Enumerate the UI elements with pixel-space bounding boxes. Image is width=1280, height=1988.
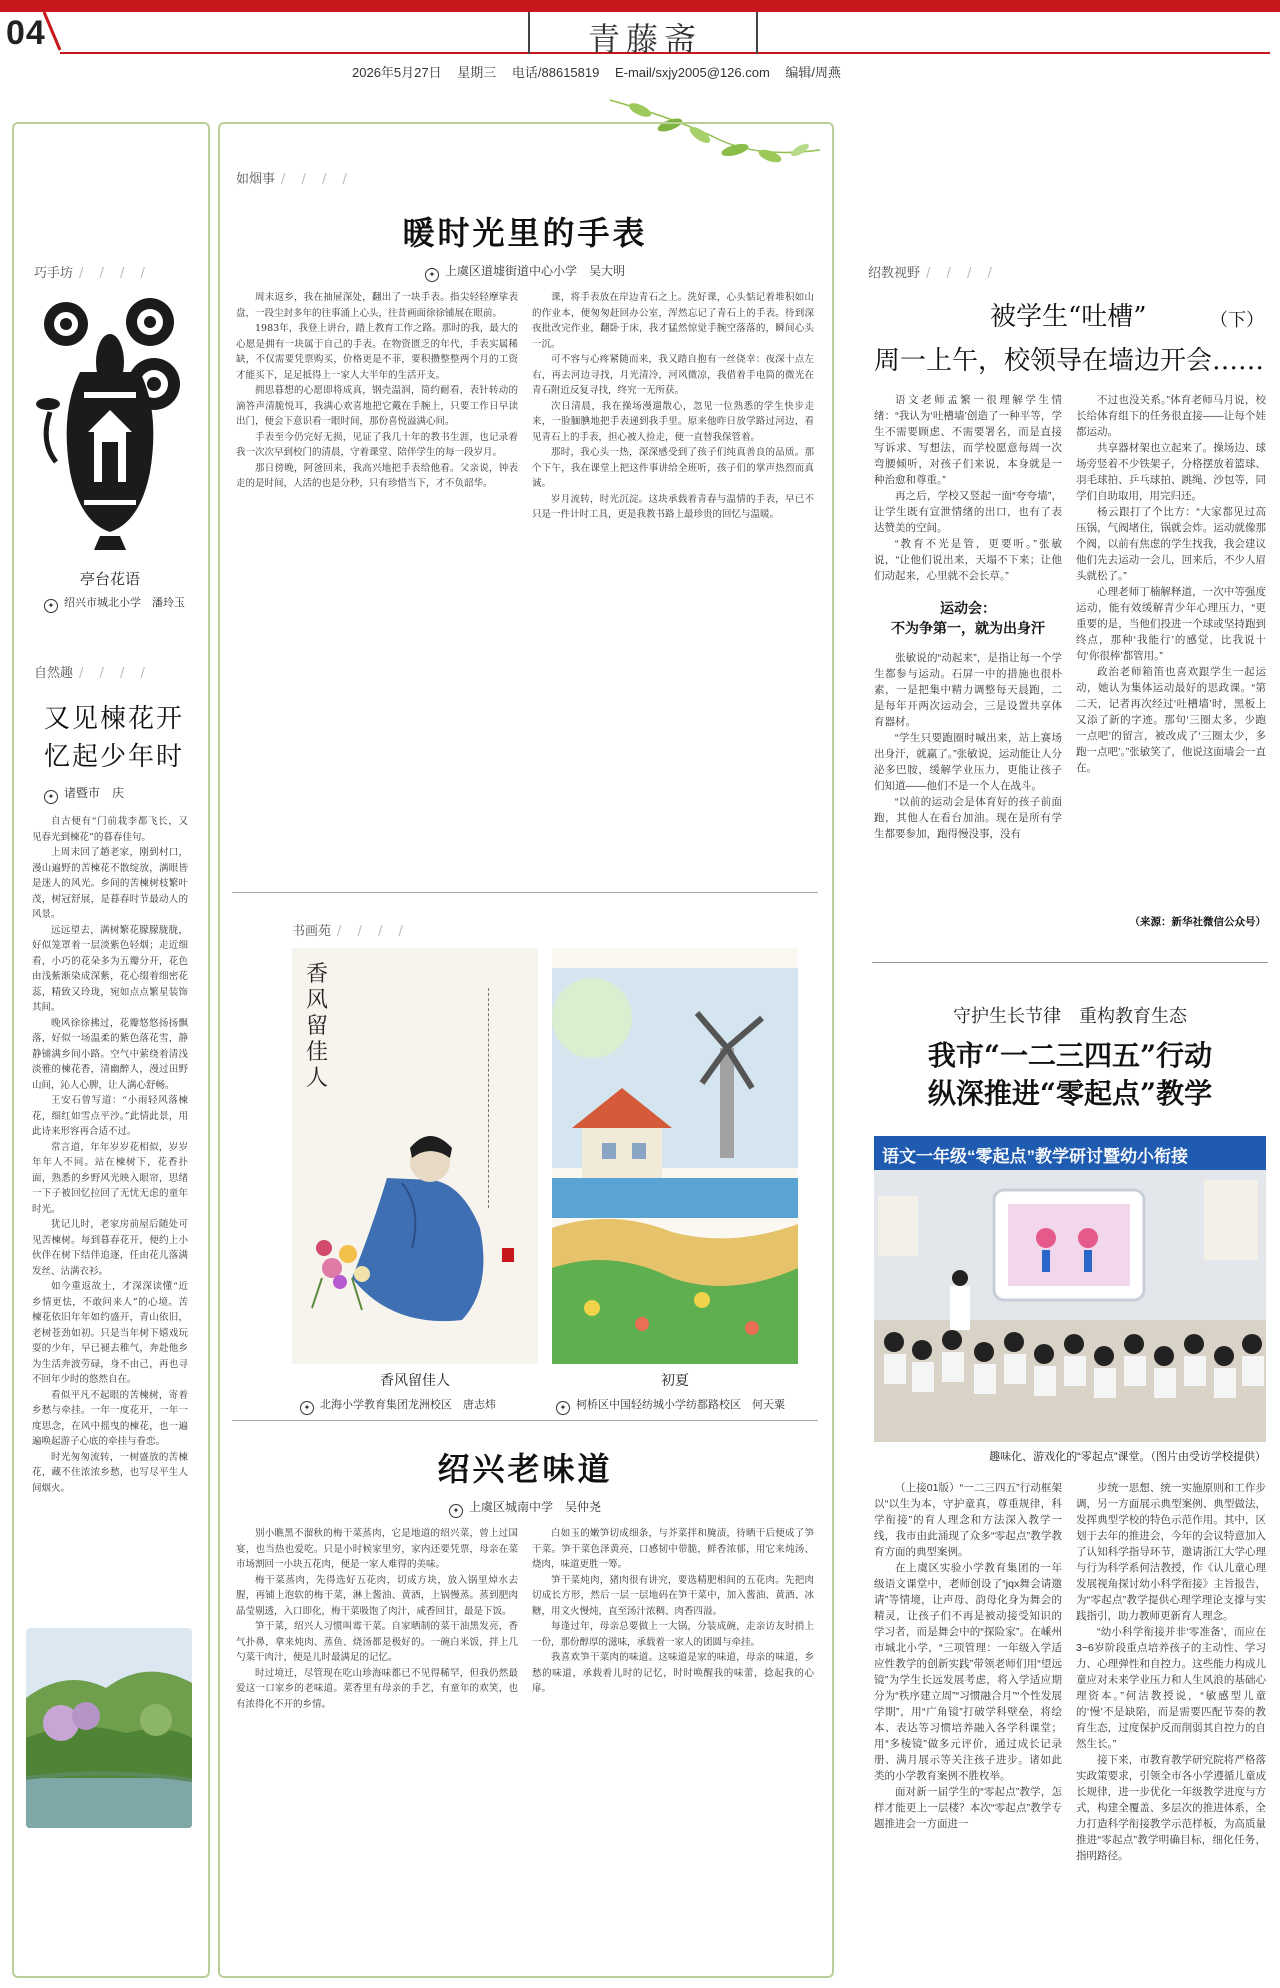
- article-body-watch-col1: 周末返乡，我在抽屉深处，翻出了一块手表。指尖轻轻摩挲表盘，一段尘封多年的往事涌上心头，往昔画面徐徐铺展在眼前。 1983年，我登上讲台，踏上教育工作之路。那时的我，最大的心愿是拥有一块属于自己的手表。在物资匮乏的年代，手表实属稀缺，不仅需要凭票购买，价格更是不菲，要积攒整整两个月的工资才能买下，足足抵得上一家人大半年的生活开支。 拥思暮想的心愿即将成真，钢壳温润，简约耐看，表针转动的滴答声清脆悦耳，我满心欢喜地把它戴在手腕上，只要工作日早读出门，便会下意识看一眼时间，那份喜悦溢满心间。 手表至今仍完好无损，见证了我几十年的教书生涯，也记录着我一次次早到校门的清晨，守着课堂、陪伴学生的每一段岁月。 那日傍晚，阿爸回来，我高兴地把手表给他看。父亲说，钟表走的是时间，人活的也是分秒，只有珍惜当下，才不负韶华。: [236, 292, 518, 489]
- article-byline-watch: ✦ 上虞区道墟街道中心小学 吴大明: [232, 262, 818, 282]
- article-body-watch-col2: 课，将手表放在岸边青石之上。洗好课，心头惦记着堆积如山的作业本，便匆匆赶回办公室，浑然忘记了青石上的手表。待到深夜批改完作业，翻卧于床，我才猛然惊觉手腕空落落的，瞬间心头一沉。 可不容与心疼紧随而来，我又踏自抱有一丝侥幸：夜深十点左右，再去河边寻找，月光清冷，河风微凉，我借着手电筒的微光在青石附近反复寻找，终究一无所获。 次日清晨，我在操场漫遛散心，忽见一位熟悉的学生快步走来，一脸腼腆地把手表递到我手里。原来他昨日放学路过河边，看见青石上的手表，担心被人捡走，便一直替我保管着。 那时，我心头一热，深深感受到了孩子们纯真善良的品质。那个下午，我在课堂上把这件事讲给全班听，孩子们的掌声热烈而真诚。 岁月流转，时光沉淀。这块承载着青春与温情的手表，早已不只是一件计时工具，更是我教书路上最珍贵的回忆与温暖。: [532, 292, 814, 520]
- issue-date: 2026年5月27日: [352, 65, 442, 80]
- right-article1-title-tag: （下）: [1210, 310, 1264, 331]
- article-body-shaoxing-col2: 白如玉的嫩笋切成细条，与芥菜拌和腌渍，待晒干后便成了笋干菜。笋干菜色泽黄亮，口感韧中带脆，鲜香浓郁，用它来炖汤、烧肉，味道更胜一筹。 笋干菜炖肉，猪肉很有讲究，要选精肥相间的五花肉。先把肉切成长方形，然后一层一层地码在笋干菜中，加入酱油、黄酒、冰糖，用文火慢炖，直至汤汁浓稠、肉香四溢。 每逢过年，母亲总要做上一大锅，分装成碗，走亲访友时捎上一份，那份醇厚的滋味，承载着一家人的团圆与牵挂。 我喜欢笋干菜肉的味道。这味道是家的味道，母亲的味道，乡愁的味道，承载着儿时的记忆，时时唤醒我的味蕾，捻起我的心扉。: [532, 1528, 814, 1694]
- painting-chuxia: [552, 948, 798, 1364]
- masthead-left-divider: [528, 12, 530, 54]
- painting2-byline: ✦ 柯桥区中国轻纺城小学纺都路校区 何天粟: [556, 1396, 785, 1415]
- credit-icon: ✦: [425, 268, 439, 282]
- credit-icon: ✦: [556, 1401, 570, 1415]
- right-article1-title-line1: 被学生“吐槽”: [990, 302, 1147, 332]
- photo-caption: 趣味化、游戏化的“零起点”课堂。（图片由受访学校提供）: [989, 1451, 1266, 1463]
- left-article-title-line2: 忆起少年时: [44, 742, 185, 772]
- left-article-title-line1: 又见楝花开: [44, 704, 185, 734]
- section-tag-shaojiaoshiye: 绍教视野 / / / /: [868, 266, 998, 281]
- right-article2-title-line2: 纵深推进“零起点”教学: [927, 1077, 1213, 1110]
- contact-phone: 电话/88615819: [511, 65, 600, 80]
- article-body-shaoxing-col1: 别小瞧黑不溜秋的梅干菜蒸肉，它是地道的绍兴菜，曾上过国宴，也当热也爱吃。只是小时候家里穷，家内还要凭票，母亲在菜市场割回一小块五花肉，便是一家人难得的美味。 梅干菜蒸肉，先得选好五花肉，切成方块，放入锅里焯水去腥，再铺上泡软的梅干菜，淋上酱油、黄酒，上锅慢蒸。蒸到肥肉晶莹剔透，入口即化，梅干菜吸饱了肉汁，咸香回甘，最是下饭。 笋干菜，绍兴人习惯叫霉干菜。自家晒制的菜干油黑发亮，香气扑鼻，拿来炖肉、蒸鱼、烧汤都是极好的。一碗白米饭，拌上几勺菜干肉汁，便是儿时最满足的记忆。 时过境迁，尽管现在吃山珍海味都已不见得稀罕，但我仍然最爱这一口家乡的老味道。菜香里有母亲的手艺，有童年的欢笑，也有浓得化不开的乡情。: [236, 1528, 518, 1710]
- right-article1-subhead: 运动会： 不为争第一，就为出身汗: [891, 600, 1045, 636]
- section-divider: [232, 892, 818, 893]
- editor-credit: 编辑/周燕: [785, 65, 842, 80]
- right-article1-body-col1-bottom: 张敏说的“动起来”，是指让每一个学生都参与运动。石屏一中的措施也很朴素，一是把集中精力调整每天晨跑，二是每年开两次运动会，三是设置共享体育器材。 “学生只要跑圈时喊出来，站上赛场出身汗，就赢了。”张敏说，运动能让人分泌多巴胺，缓解学业压力，更能让孩子们知道——他们不是一个人在战斗。 “以前的运动会是体育好的孩子前面跑，其他人在看台加油。现在是所有学生都要参加，跑得慢没事，没有: [874, 652, 1062, 840]
- right-article1-body-col2: 不过也没关系。”体育老师马月说，校长给体育组下的任务很直接——让每个娃都运动。 共享器材架也立起来了。操场边、球场旁竖着不少铁架子，分格摆放着篮球、羽毛球拍、乒乓球拍、跳绳、沙包等，同学们自助取用，用完归还。 杨云跟打了个比方：“大家都见过高压锅，气阀堵住，锅就会炸。运动就像那个阀，以前有焦虑的学生找我，我会建议他们先去运动一会儿，回来后，不少人眉头就松了。” 心理老师丁楠解释道，一次中等强度运动，能有效缓解青少年心理压力，“更重要的是，当他们投进一个球或坚持跑到终点，那种‘我能行’的感觉，比我说十句‘你很棒’都管用。” 政治老师箱笛也喜欢跟学生一起运动，她认为集体运动最好的思政课。“第二天，记者再次经过‘吐槽墙’时，黑板上又添了新的字迹。那句‘三圈太多，少跑一点吧’的留言，被改成了‘三圈太少，多跑一点吧’。”张敏笑了，他说这面墙会一直在。: [1076, 394, 1266, 774]
- papercut-byline: ✦ 绍兴市城北小学 潘玲玉: [44, 594, 185, 613]
- painting-inscription: 香风留佳人: [306, 962, 329, 1091]
- masthead-right-divider: [756, 12, 758, 54]
- issue-weekday: 星期三: [457, 65, 497, 80]
- photo-banner-text: 语文一年级“零起点”教学研讨暨幼小衔接: [882, 1147, 1188, 1166]
- right-article1-body-col1-top: 语文老师孟繁一很理解学生情绪：“我认为‘吐槽墙’创造了一种平等，学生不需要顾虑、不需要署名，而是直接写诉求、写想法，而学校愿意每周一次弯腰倾听，对孩子们来说，本身就是一种治愈和尊重。” 再之后，学校又竖起一面“夸夸墙”，让学生既有宣泄情绪的出口，也有了表达赞美的空间。 “教育不光是管，更要听。”张敏说，“让他们说出来，天塌不下来；让他们动起来，心里就不会长草。”: [874, 394, 1062, 582]
- credit-icon: ✦: [449, 1504, 463, 1518]
- right-article2-title-line1: 我市“一二三四五”行动: [927, 1039, 1213, 1072]
- right-article2-body-col1: （上接01版）“一二三四五”行动框架以“以生为本，守护童真，尊重规律，科学衔接”的育人理念和方法深入教学一线，我市由此涌现了众多“零起点”教学教育方面的典型案例。 在上虞区实验小学教育集团的一年级语文课堂中，老师创设了“jqx舞会请邀请”等情境，让声母、韵母化身为舞会的精灵，让孩子们不再是被动接受知识的学习者，而是舞会中的“探险家”。在嵊州市城北小学，“三项管理：一年级入学适应性教学的创新实践”带领老师们用“望远镜”为学生长远发展考虑，将入学适应期分为“秩序建立周”“习惯融合月”“个性发展学期”，用“广角镜”打破学科壁垒，将绘本、表达等习惯培养融入各学科课堂；用“多棱镜”做多元评价，通过成长记录册、满月展示等关注孩子进步。诸如此类的小学教育案例不胜枚举。 面对新一届学生的“零起点”教学，怎样才能更上一层楼？本次“零起点”教学专题推进会一方面进一: [874, 1482, 1062, 1830]
- papercut-caption: 亭台花语: [79, 570, 140, 588]
- section-tag-qiaoshoufang: 巧手坊 / / / /: [34, 266, 151, 281]
- right-article1-title-line2: 周一上午，校领导在墙边开会……: [874, 346, 1265, 376]
- painting1-byline: ✦ 北海小学教育集团龙洲校区 唐志炜: [300, 1396, 496, 1415]
- article-byline-shaoxing: ✦ 上虞区城南中学 吴仲尧: [232, 1498, 818, 1518]
- classroom-photo: [874, 1136, 1266, 1442]
- right-section-divider: [872, 962, 1268, 963]
- page-number-slash: [40, 8, 62, 54]
- section-tag-ziranqu: 自然趣 / / / /: [34, 666, 151, 681]
- credit-icon: ✦: [44, 599, 58, 613]
- left-article-byline: ✦ 诸暨市 庆: [44, 784, 124, 804]
- left-article-body: 自古便有“门前栽李都飞长，又见春光到楝花”的暮春佳句。 上周末回了趟老家，刚到村口，漫山遍野的苦楝花不散绽放，满眼皆是迷人的风光。乡间的苦楝树枝繁叶茂，树冠舒展，是暮春时节最动人的风景。 远远望去，满树繁花朦朦胧胧，好似笼罩着一层淡紫色轻烟；走近细看，小巧的花朵多为五瓣分开，花色由浅紫渐染成深紫，花心缀着细密花蕊，精致又玲珑，宛如点点繁星装饰其间。 晚风徐徐拂过，花瓣悠悠扬扬飘落，好似一场温柔的紫色落花雪，静静铺满乡间小路。空气中萦绕着清浅淡雅的楝花香，清幽醉人，漫过田野山间，沁人心脾，让人满心舒畅。 王安石曾写道：“小雨轻风落楝花，细红如雪点平沙。”此情此景，用此诗来形容再合适不过。 常言道，年年岁岁花相似，岁岁年年人不同。站在楝树下，花香扑面，熟悉的乡野风光映入眼帘，思绪一下子被回忆拉回了无忧无虑的童年时光。 犹记儿时，老家房前屋后随处可见苦楝树。每到暮春花开，便约上小伙伴在树下结伴追逐，任由花儿落满发丝、沾满衣衫。 如今重返故土，才深深读懂“近乡情更怯，不敢问来人”的心境。苦楝花依旧年年如约盛开，青山依旧，老树苍劲如初。只是当年树下嬉戏玩耍的少年，早已褪去稚气，奔赴他乡为生活奔波劳碌，身不由己，再也寻不回年少时的悠然自在。 看似平凡不起眼的苦楝树，寄着乡愁与牵挂。一年一度花开，一年一度思念，在风中摇曳的楝花，也一遍遍唤起游子心底的牵挂与眷恋。 时光匆匆流转，一树盛放的苦楝花，藏不住浓浓乡愁，也写尽平生人间烟火。: [32, 816, 188, 1494]
- painting-side-text-mark: [488, 988, 501, 1208]
- credit-icon: ✦: [300, 1401, 314, 1415]
- masthead: 青藤斋: [587, 20, 702, 58]
- credit-icon: ✦: [44, 790, 58, 804]
- header-meta: [352, 62, 853, 81]
- section-tag-ruyanshi: 如烟事 / / / /: [236, 172, 353, 187]
- painting-xiangfeng: [292, 948, 538, 1364]
- article-title-shaoxing: 绍兴老味道: [437, 1450, 613, 1488]
- right-article2-body-col2: 步统一思想、统一实施原则和工作步调，另一方面展示典型案例、典型做法，发挥典型学校的特色示范作用。其中，区划于去年的推进会，今年的会议特意加入了认知科学指导环节，邀请浙江大学心理与行为科学系何洁教授，作《认儿童心理发展视角探讨幼小科学衔接》主旨报告，为“零起点”教学提供心理学理论支撑与实践指引，助力教师更新育人理念。 “幼小科学衔接并非‘零准备’，而应在3~6岁阶段重点培养孩子的主动性、学习力、心理弹性和自控力。这些能力构成儿童应对未来学业压力和人生风浪的基础心理资本。”何洁教授说，“敏感型儿童的‘慢’不是缺陷，而是需要匹配节奏的教育生态，过度保护反而削弱其自控力的自然生长。” 接下来，市教育教学研究院将严格落实政策要求，引领全市各小学遵循儿童成长规律，进一步优化一年级教学进度与方式，构建全覆盖、多层次的推进体系，全力打造科学衔接教学示范样板，为高质量推进“零起点”教学明确目标，细化任务，指明路径。: [1076, 1482, 1266, 1862]
- top-red-bar: [0, 0, 1280, 12]
- article-title-watch: 暖时光里的手表: [402, 214, 648, 252]
- section-divider: [232, 1420, 818, 1421]
- page-number: 04: [6, 14, 46, 52]
- chinaberry-landscape-photo: [26, 1628, 192, 1828]
- right-article1-source: （来源：新华社微信公众号）: [1129, 916, 1266, 928]
- painting2-caption: 初夏: [661, 1373, 689, 1389]
- painting1-caption: 香风留佳人: [380, 1373, 450, 1389]
- contact-email: E-mail/sxjy2005@126.com: [614, 65, 770, 80]
- section-tag-shuhuayuan: 书画苑 / / / /: [292, 924, 409, 939]
- right-article2-kicker: 守护生长节律 重构教育生态: [953, 1006, 1187, 1027]
- papercut-artwork: [30, 292, 190, 552]
